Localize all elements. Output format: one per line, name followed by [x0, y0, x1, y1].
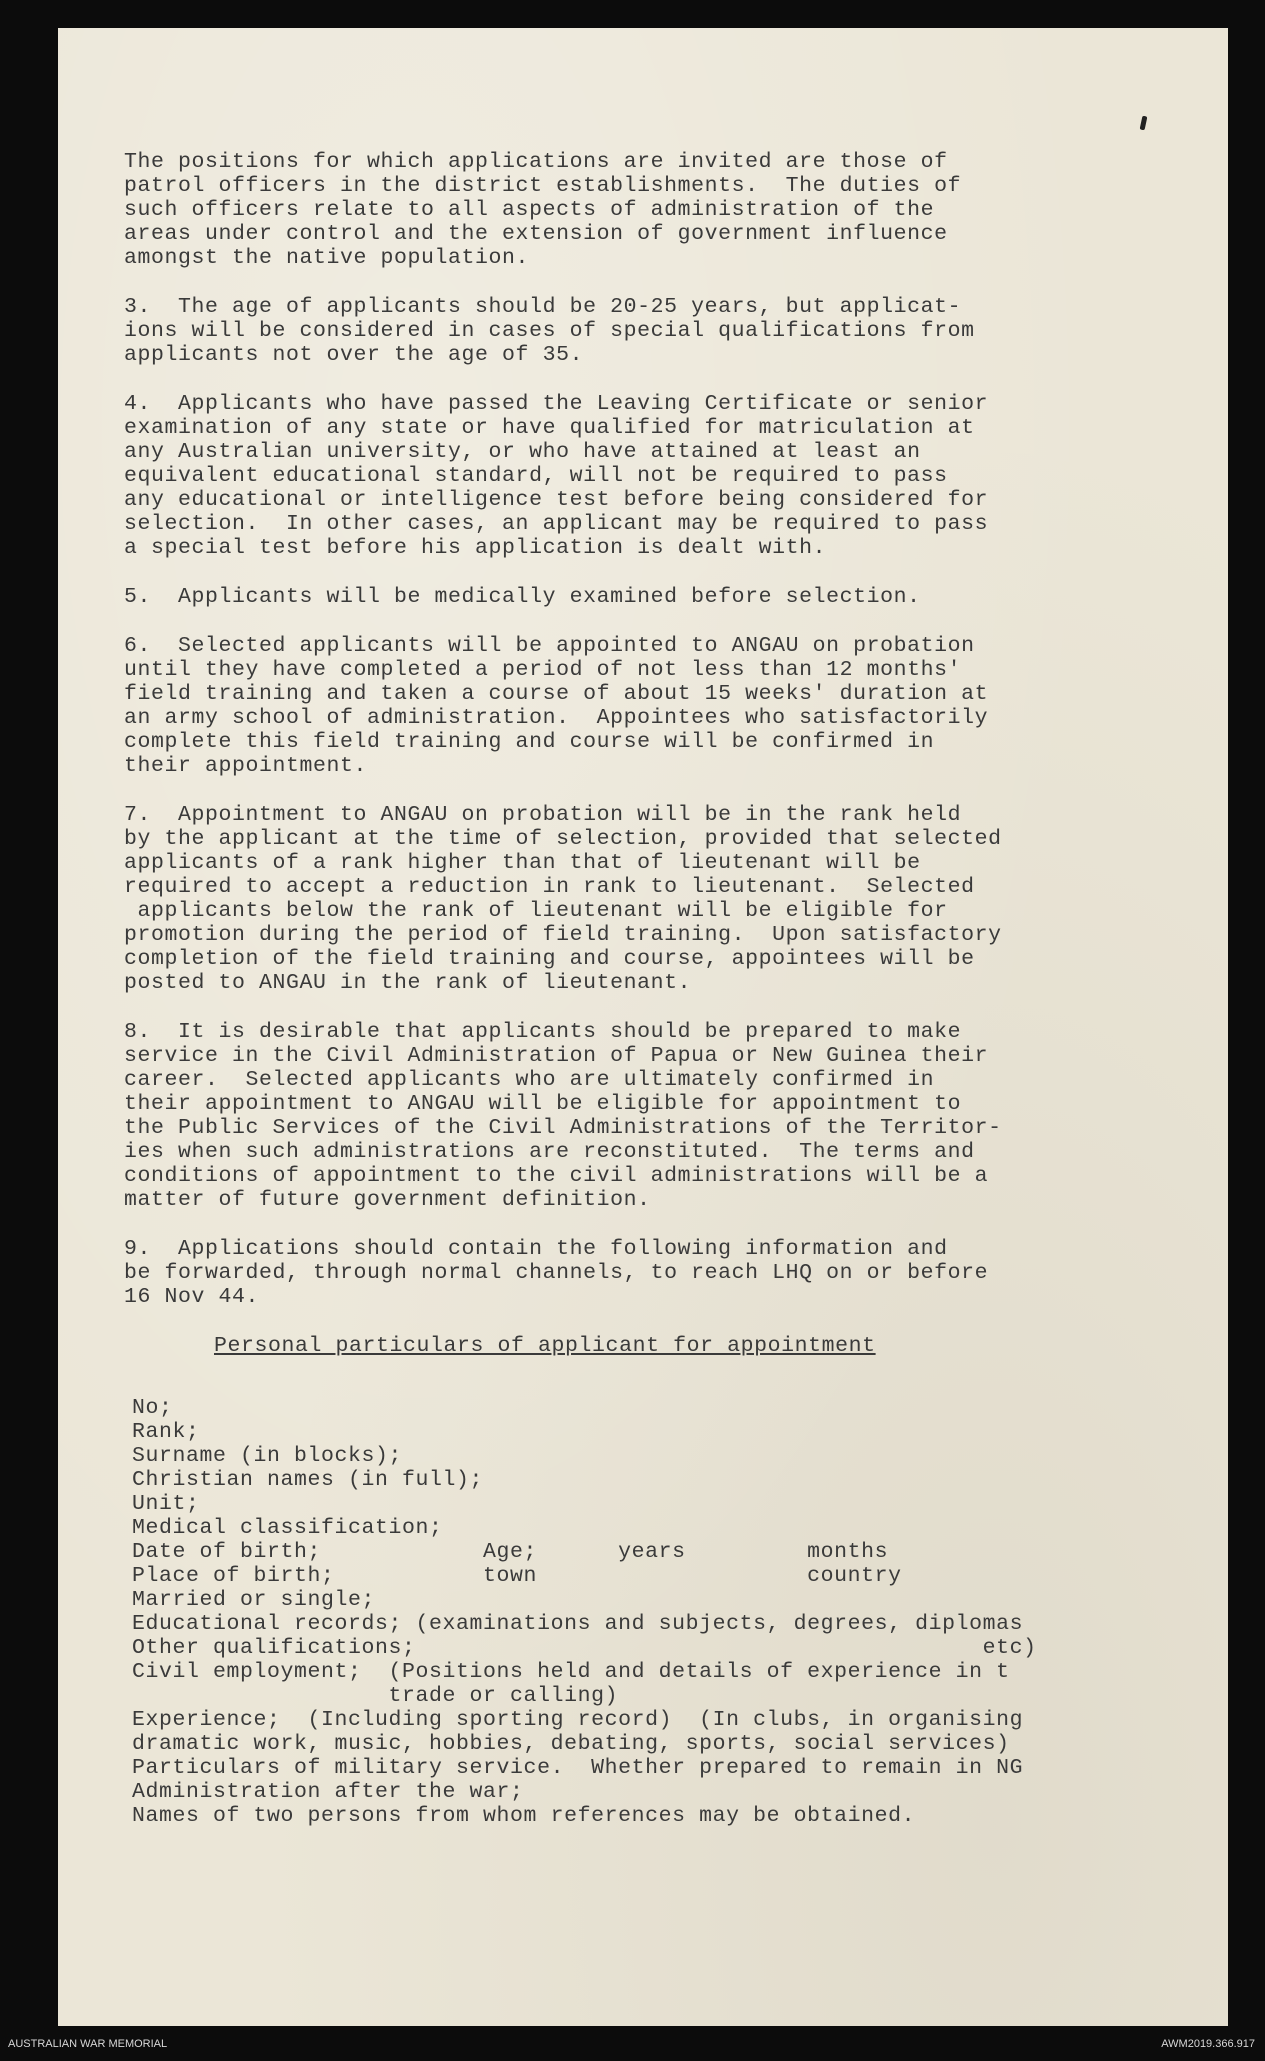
- form-field-line: Experience; (Including sporting record) (In clubs, in organising: [132, 1708, 1024, 1732]
- form-field-line: No;: [132, 1396, 173, 1420]
- paragraph: [124, 585, 1144, 609]
- text-line: posted to ANGAU in the rank of lieutenant.: [124, 971, 692, 995]
- text-line: ies when such administrations are reconstituted. The terms and: [124, 1140, 975, 1164]
- form-field-line: Names of two persons from whom references may be obtained.: [132, 1804, 916, 1828]
- form-field-line: Civil employment; (Positions held and details of experience in t: [132, 1660, 1010, 1684]
- paragraph: [124, 1237, 1144, 1309]
- text-line: required to accept a reduction in rank to lieutenant. Selected: [124, 875, 975, 899]
- paragraph: [124, 634, 1144, 778]
- form-field-line: Rank;: [132, 1420, 200, 1444]
- text-line: 5. Applicants will be medically examined before selection.: [124, 585, 921, 609]
- text-line: complete this field training and course will be confirmed in: [124, 730, 935, 754]
- form-field-list: [132, 1396, 1144, 1828]
- text-line: areas under control and the extension of government influence: [124, 222, 948, 246]
- text-line: examination of any state or have qualified for matriculation at: [124, 416, 975, 440]
- form-field-line: trade or calling): [132, 1684, 619, 1708]
- text-line: 9. Applications should contain the following information and: [124, 1237, 948, 1261]
- footer-institution: AUSTRALIAN WAR MEMORIAL: [8, 2038, 168, 2050]
- form-heading: Personal particulars of applicant for appointment: [214, 1334, 876, 1358]
- form-field-line: Administration after the war;: [132, 1780, 524, 1804]
- text-line: conditions of appointment to the civil administrations will be a: [124, 1164, 989, 1188]
- text-line: ions will be considered in cases of special qualifications from: [124, 319, 975, 343]
- text-line: applicants below the rank of lieutenant will be eligible for: [124, 899, 948, 923]
- text-line: 7. Appointment to ANGAU on probation will be in the rank held: [124, 803, 962, 827]
- form-field-line: Unit;: [132, 1492, 200, 1516]
- paragraph: [124, 392, 1144, 560]
- paragraph: [124, 803, 1144, 995]
- text-line: by the applicant at the time of selection, provided that selected: [124, 827, 1002, 851]
- text-line: equivalent educational standard, will not be required to pass: [124, 464, 948, 488]
- footer-reference: AWM2019.366.917: [1161, 2038, 1255, 2050]
- form-field-line: Date of birth; Age; years months: [132, 1540, 889, 1564]
- form-field-line: Christian names (in full);: [132, 1468, 484, 1492]
- text-line: The positions for which applications are invited are those of: [124, 150, 948, 174]
- paragraph: [124, 1020, 1144, 1212]
- text-line: patrol officers in the district establishments. The duties of: [124, 174, 962, 198]
- paragraph-list: [124, 150, 1144, 1309]
- paragraph: [124, 295, 1144, 367]
- text-line: service in the Civil Administration of Papua or New Guinea their: [124, 1044, 989, 1068]
- paragraph: [124, 150, 1144, 270]
- text-line: 3. The age of applicants should be 20-25 years, but applicat-: [124, 295, 962, 319]
- text-line: applicants not over the age of 35.: [124, 343, 584, 367]
- text-line: matter of future government definition.: [124, 1188, 651, 1212]
- text-line: amongst the native population.: [124, 246, 530, 270]
- text-line: field training and taken a course of about 15 weeks' duration at: [124, 682, 989, 706]
- text-line: 8. It is desirable that applicants should be prepared to make: [124, 1020, 962, 1044]
- text-line: career. Selected applicants who are ultimately confirmed in: [124, 1068, 935, 1092]
- form-field-line: Place of birth; town country: [132, 1564, 902, 1588]
- archive-footer: [0, 2034, 1265, 2054]
- text-line: selection. In other cases, an applicant may be required to pass: [124, 512, 989, 536]
- text-line: 4. Applicants who have passed the Leaving Certificate or senior: [124, 392, 989, 416]
- text-line: 16 Nov 44.: [124, 1285, 260, 1309]
- form-field-line: Educational records; (examinations and subjects, degrees, diplomas: [132, 1612, 1024, 1636]
- text-line: be forwarded, through normal channels, to reach LHQ on or before: [124, 1261, 989, 1285]
- text-line: any educational or intelligence test before being considered for: [124, 488, 989, 512]
- text-line: completion of the field training and course, appointees will be: [124, 947, 975, 971]
- text-line: any Australian university, or who have attained at least an: [124, 440, 921, 464]
- text-line: a special test before his application is dealt with.: [124, 536, 827, 560]
- form-field-line: dramatic work, music, hobbies, debating, sports, social services): [132, 1732, 1010, 1756]
- ink-mark: [1140, 116, 1148, 131]
- text-line: the Public Services of the Civil Administrations of the Territor-: [124, 1116, 1002, 1140]
- text-line: their appointment to ANGAU will be eligible for appointment to: [124, 1092, 962, 1116]
- text-line: applicants of a rank higher than that of lieutenant will be: [124, 851, 921, 875]
- form-field-line: Medical classification;: [132, 1516, 443, 1540]
- text-line: their appointment.: [124, 754, 368, 778]
- text-line: promotion during the period of field training. Upon satisfactory: [124, 923, 1002, 947]
- form-field-line: Particulars of military service. Whether prepared to remain in NG: [132, 1756, 1024, 1780]
- text-line: such officers relate to all aspects of administration of the: [124, 198, 935, 222]
- text-line: until they have completed a period of not less than 12 months': [124, 658, 962, 682]
- document-body: [124, 150, 1144, 1828]
- form-field-line: Married or single;: [132, 1588, 376, 1612]
- text-line: 6. Selected applicants will be appointed to ANGAU on probation: [124, 634, 975, 658]
- text-line: an army school of administration. Appointees who satisfactorily: [124, 706, 989, 730]
- form-field-line: Surname (in blocks);: [132, 1444, 403, 1468]
- form-field-line: Other qualifications; etc): [132, 1636, 1037, 1660]
